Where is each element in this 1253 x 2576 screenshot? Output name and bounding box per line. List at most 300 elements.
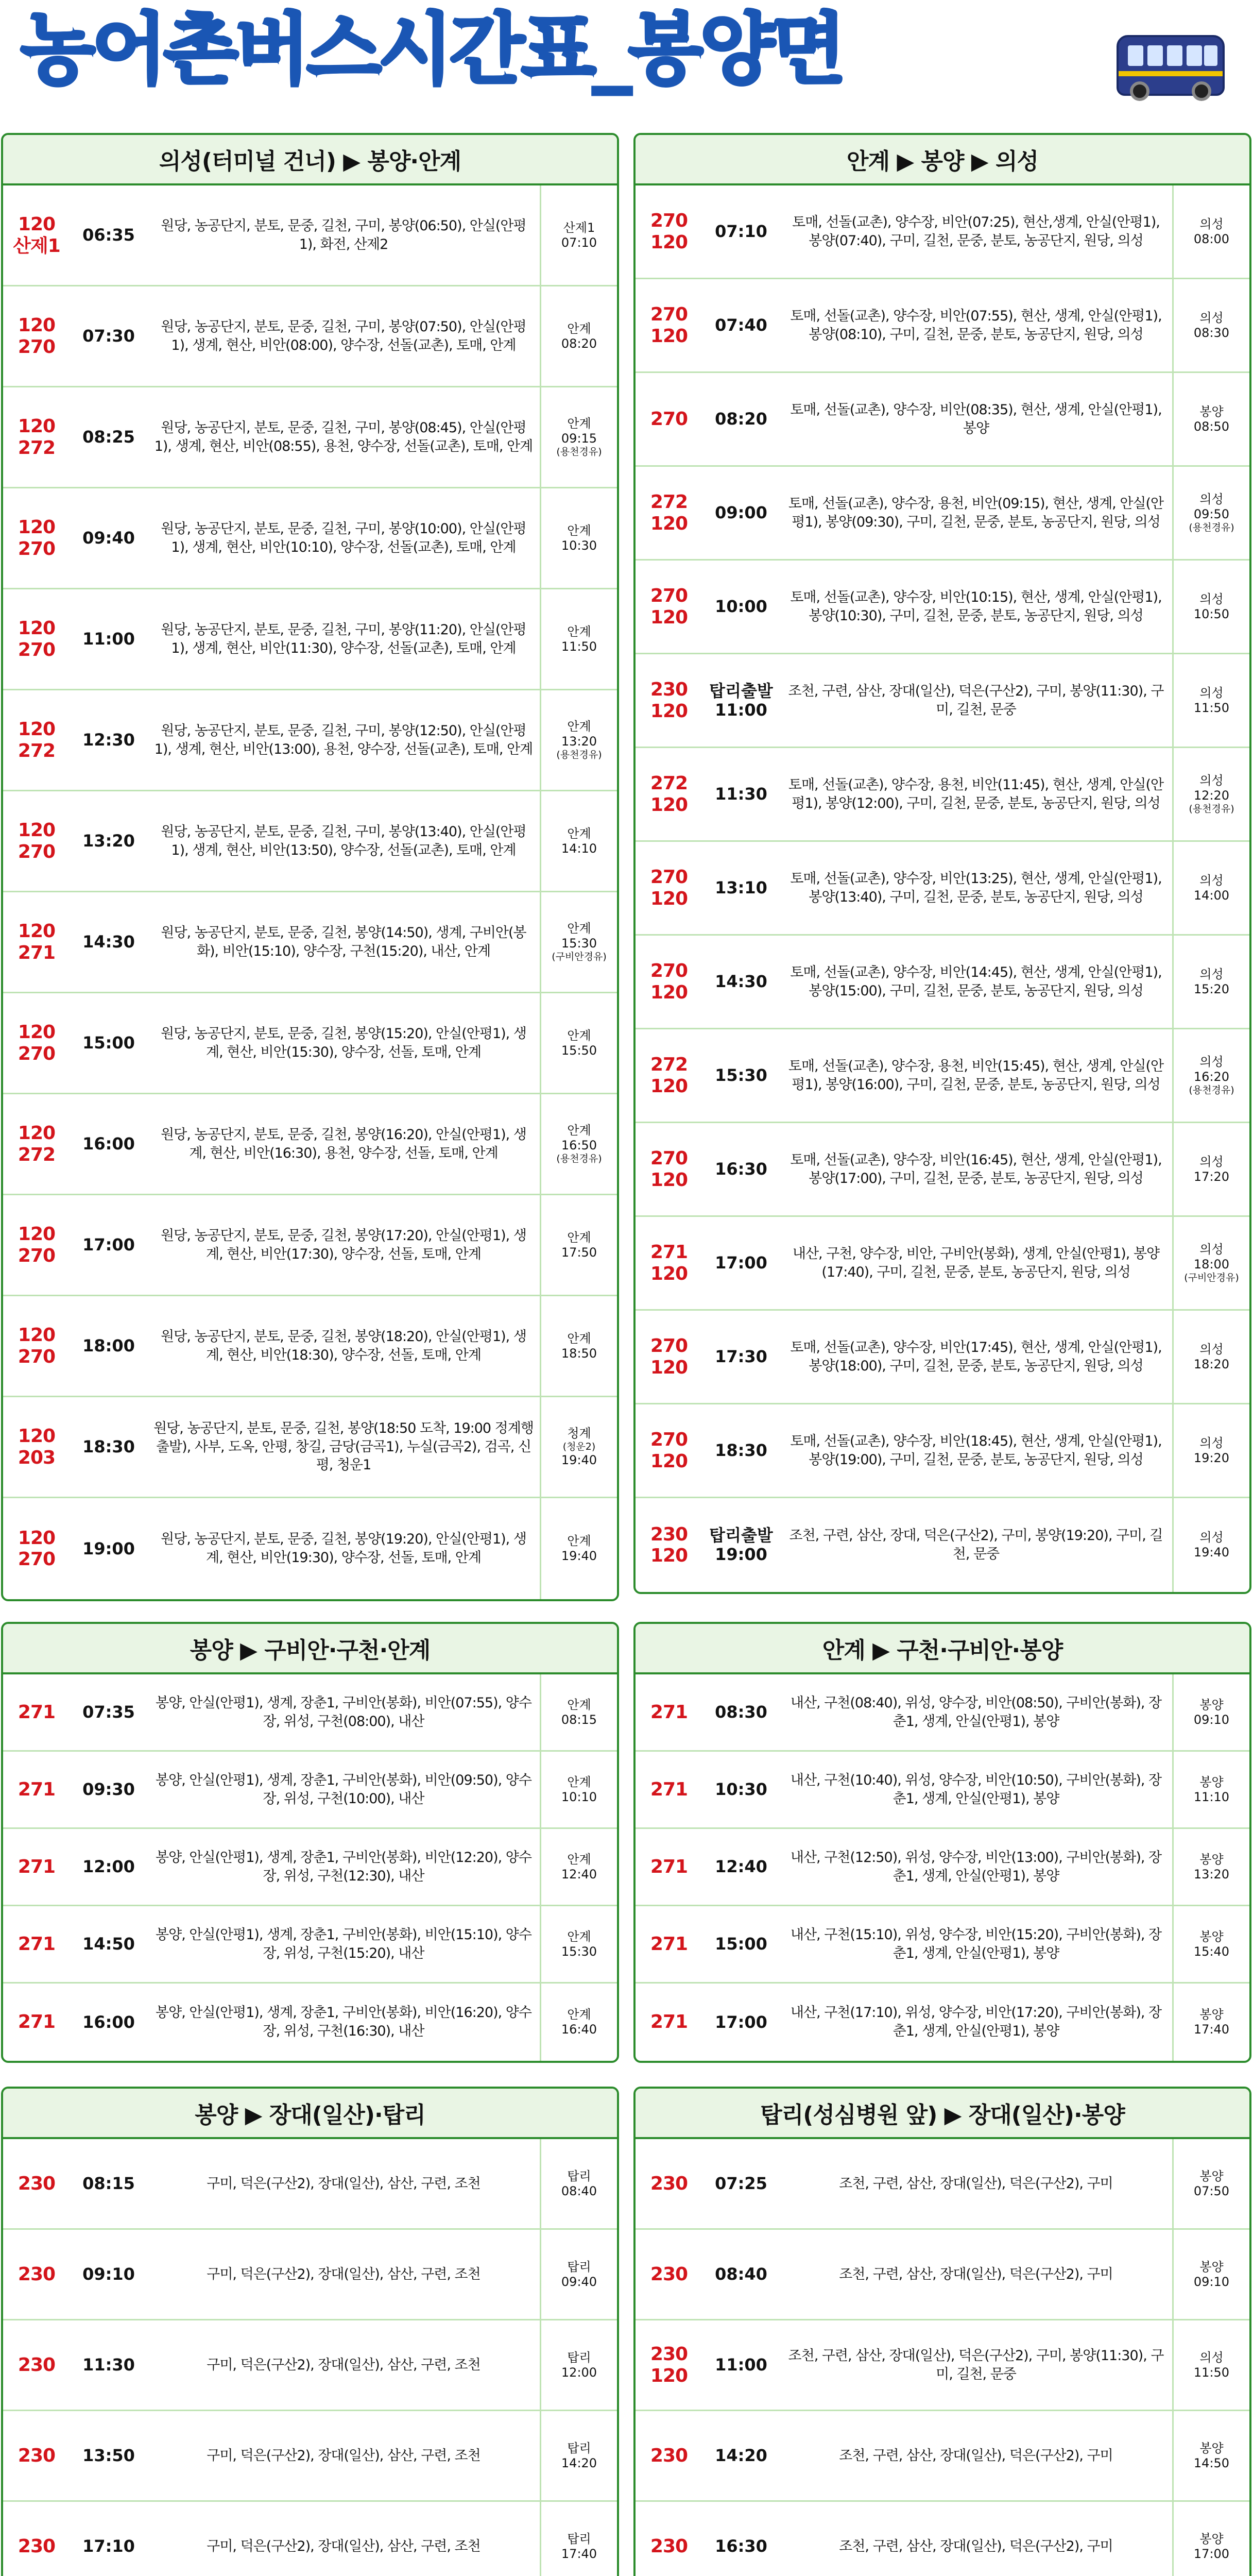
bus-number-line: 120: [650, 325, 688, 347]
arrival-destination: [1172, 936, 1249, 1028]
timetable-row: [3, 286, 617, 387]
arrival-destination-line: 안계: [567, 1774, 591, 1789]
bus-number-line: 271: [18, 1856, 56, 1877]
bus-number: [3, 1123, 70, 1165]
bus-number: [3, 2173, 70, 2194]
bus-number: [3, 2445, 70, 2466]
route-stops: 원당, 농공단지, 분토, 문중, 길천, 구미, 봉양(11:20), 안실(안평1), 생계, 현산, 비안(11:30), 양수장, 선돌(교촌), 토매, 안계: [161, 621, 526, 656]
departure-time: [70, 226, 147, 245]
bus-number-line: 270: [650, 408, 688, 430]
departure-time-line: 16:30: [715, 1159, 767, 1179]
departure-time-line: 07:25: [715, 2174, 767, 2194]
arrival-destination-line: 안계: [567, 1028, 591, 1043]
route-stops: 토매, 선돌(교촌), 양수장, 비안(07:25), 현산,생계, 안실(안평1), 봉양(07:40), 구미, 길천, 문중, 분토, 농공단지, 원당, 의성: [792, 214, 1160, 249]
timetable-row: [3, 387, 617, 488]
arrival-destination-line: 탑리: [567, 2350, 591, 2365]
arrival-destination-line: 의성: [1199, 591, 1224, 606]
bus-number: [3, 214, 70, 257]
departure-time: [702, 2174, 780, 2193]
bus-number: [3, 1934, 70, 1955]
bus-number-line: 230: [650, 1523, 688, 1545]
departure-time-line: 17:00: [715, 1253, 767, 1273]
route-stops: 구미, 덕은(구산2), 장대(일산), 삼산, 구련, 조천: [207, 2357, 480, 2373]
departure-time: [702, 1066, 780, 1085]
departure-time: [70, 1437, 147, 1456]
arrival-destination: [1172, 467, 1249, 559]
bus-number-line: 230: [650, 679, 688, 701]
arrival-destination-line: 14:50: [1193, 2455, 1230, 2470]
departure-time: [70, 731, 147, 750]
departure-time-line: 15:00: [82, 1033, 135, 1053]
bus-number-line: 230: [650, 2344, 688, 2365]
departure-time-line: 12:30: [82, 730, 135, 750]
timetable-row: [3, 791, 617, 892]
arrival-destination-line: 봉양: [1199, 1697, 1224, 1712]
bus-number-line: 203: [18, 1447, 56, 1468]
departure-time: [702, 785, 780, 804]
arrival-destination-line: 14:20: [561, 2455, 597, 2470]
departure-time: [70, 1539, 147, 1558]
arrival-destination: [1172, 1123, 1249, 1215]
departure-time-line: 09:40: [82, 528, 135, 548]
bus-number-line: 120: [650, 513, 688, 534]
route-stops: 구미, 덕은(구산2), 장대(일산), 삼산, 구련, 조천: [207, 2447, 480, 2464]
arrival-destination-line: 안계: [567, 1852, 591, 1867]
arrival-destination: [1172, 748, 1249, 840]
route-stops: 내산, 구천(08:40), 위성, 양수장, 비안(08:50), 구비안(봉화), 장춘1, 생계, 안실(안평1), 봉양: [790, 1694, 1162, 1730]
departure-time-line: 07:30: [82, 326, 135, 346]
arrival-destination-line: 18:20: [1193, 1357, 1230, 1371]
bus-number: [636, 2011, 702, 2032]
bus-number-line: 270: [650, 1335, 688, 1357]
timetable-row: [3, 993, 617, 1094]
departure-time: [70, 2174, 147, 2193]
bus-number: [3, 921, 70, 963]
arrival-destination: [540, 1752, 617, 1827]
timetable-row: [3, 1498, 617, 1599]
arrival-destination-line: 봉양: [1199, 404, 1224, 419]
departure-time-line: 18:00: [82, 1336, 135, 1356]
bus-number-line: 230: [18, 2263, 56, 2285]
departure-time-line: 07:40: [715, 315, 767, 335]
arrival-destination: [1172, 1829, 1249, 1905]
arrival-destination: [540, 488, 617, 588]
arrival-destination-line: 13:20: [1193, 1867, 1230, 1882]
arrival-destination-line: 의성: [1199, 873, 1224, 888]
bus-number: [3, 517, 70, 560]
bus-number-line: 272: [650, 492, 688, 513]
section-title: 안계 ▶ 봉양 ▶ 의성: [636, 135, 1249, 185]
arrival-destination: [1172, 654, 1249, 747]
timetable-row: [636, 2502, 1249, 2576]
departure-time: [702, 2446, 780, 2465]
arrival-destination-line: 10:50: [1193, 606, 1230, 621]
timetable-row: [3, 2411, 617, 2502]
arrival-destination-line: 11:50: [1193, 700, 1230, 715]
bus-number-line: 120: [18, 1022, 56, 1043]
arrival-destination-line: 안계: [567, 1331, 591, 1346]
bus-number-line: 270: [650, 210, 688, 232]
timetable-row: [3, 1195, 617, 1296]
bus-number-line: 271: [18, 2011, 56, 2033]
departure-time-line: 탑리출발: [709, 681, 773, 701]
bus-number-line: 230: [650, 2263, 688, 2285]
bus-number-line: 120: [650, 1075, 688, 1097]
arrival-destination-line: 09:50: [1193, 507, 1230, 522]
timetable-row: [636, 185, 1249, 279]
timetable-row: [3, 1984, 617, 2061]
bus-number-line: 120: [18, 1527, 56, 1549]
route-stops: 원당, 농공단지, 분토, 문중, 길천, 구미, 봉양(06:50), 안실(안평1), 화전, 산제2: [161, 217, 526, 252]
arrival-destination-line: 의성: [1199, 1342, 1224, 1357]
arrival-destination-line: 15:50: [561, 1043, 597, 1058]
timetable-row: [3, 589, 617, 690]
departure-time: [70, 1857, 147, 1876]
departure-time-line: 12:40: [715, 1857, 767, 1877]
arrival-destination-line: 18:50: [561, 1346, 597, 1361]
page-header: [0, 0, 1253, 124]
arrival-destination-line: 의성: [1199, 2350, 1224, 2365]
arrival-destination-line: 의성: [1199, 310, 1224, 325]
arrival-destination: [1172, 2502, 1249, 2576]
timetable-row: [636, 1984, 1249, 2061]
route-stops: 토매, 선돌(교촌), 양수장, 비안(08:35), 현산, 생계, 안실(안평1), 봉양: [790, 401, 1162, 436]
bus-number-line: 270: [650, 585, 688, 607]
section-title: 의성(터미널 건너) ▶ 봉양·안계: [3, 135, 617, 185]
arrival-destination-line: 14:00: [1193, 888, 1230, 903]
bus-number-line: 230: [650, 2445, 688, 2466]
arrival-destination-line: 19:20: [1193, 1450, 1230, 1465]
timetable-row: [3, 892, 617, 993]
route-stops: 토매, 선돌(교촌), 양수장, 비안(07:55), 현산, 생계, 안실(안평1), 봉양(08:10), 구미, 길천, 문중, 분토, 농공단지, 원당, 의성: [790, 308, 1162, 343]
bus-number: [3, 2536, 70, 2557]
bus-number-line: 120: [650, 1545, 688, 1566]
arrival-destination-line: 안계: [567, 921, 591, 936]
arrival-destination-line: 15:40: [1193, 1944, 1230, 1959]
departure-time-line: 14:50: [82, 1934, 135, 1954]
bus-number-line: 272: [18, 437, 56, 459]
bus-number-line: 270: [18, 336, 56, 358]
route-stops: 원당, 농공단지, 분토, 문중, 길천, 구미, 봉양(07:50), 안실(안평1), 생계, 현산, 비안(08:00), 양수장, 선돌(교촌), 토매, 안계: [161, 318, 526, 353]
departure-time-line: 08:40: [715, 2264, 767, 2284]
arrival-destination-line: 탑리: [567, 2441, 591, 2455]
bus-number: [3, 719, 70, 761]
arrival-destination-line: 17:50: [561, 1245, 597, 1260]
bus-number-line: 271: [650, 2011, 688, 2033]
bus-number: [3, 1224, 70, 1266]
bus-number: [636, 1429, 702, 1472]
departure-time-line: 11:00: [715, 2355, 767, 2375]
bus-number-line: 120: [650, 1357, 688, 1378]
departure-time-line: 13:50: [82, 2446, 135, 2466]
departure-time: [702, 682, 780, 720]
departure-time-line: 15:30: [715, 1065, 767, 1086]
arrival-destination: [540, 589, 617, 689]
arrival-destination: [1172, 1404, 1249, 1497]
arrival-destination: [1172, 1906, 1249, 1982]
route-stops: 봉양, 안실(안평1), 생계, 장춘1, 구비안(봉화), 비안(07:55), 양수장, 위성, 구천(08:00), 내산: [156, 1694, 531, 1730]
route-stops: 토매, 선돌(교촌), 양수장, 비안(17:45), 현산, 생계, 안실(안평1), 봉양(18:00), 구미, 길천, 문중, 분토, 농공단지, 원당, 의성: [790, 1339, 1162, 1374]
arrival-destination-line: 09:40: [561, 2274, 597, 2289]
route-stops: 내산, 구천(15:10), 위성, 양수장, 비안(15:20), 구비안(봉화), 장춘1, 생계, 안실(안평1), 봉양: [790, 1926, 1162, 1961]
bus-number: [3, 1022, 70, 1064]
timetable-row: [3, 488, 617, 589]
timetable-row: [636, 1829, 1249, 1906]
route-stops: 내산, 구천(17:10), 위성, 양수장, 비안(17:20), 구비안(봉화), 장춘1, 생계, 안실(안평1), 봉양: [790, 2005, 1162, 2039]
bus-number-line: 271: [650, 1242, 688, 1263]
arrival-destination: [1172, 185, 1249, 278]
arrival-destination: [540, 1498, 617, 1599]
bus-number-line: 120: [650, 606, 688, 628]
departure-time-line: 08:30: [715, 1702, 767, 1722]
bus-number-line: 271: [18, 1701, 56, 1723]
bus-number-line: 270: [18, 1245, 56, 1266]
arrival-destination-line: 의성: [1199, 1435, 1224, 1450]
departure-time: [70, 832, 147, 851]
arrival-destination-line: 의성: [1199, 492, 1224, 507]
arrival-destination-line: (청운2): [562, 1441, 596, 1453]
arrival-destination-line: 10:30: [561, 538, 597, 553]
departure-time: [702, 2355, 780, 2375]
bus-number: [636, 1702, 702, 1723]
bus-number-line: 271: [18, 1778, 56, 1800]
arrival-destination-line: 안계: [567, 2007, 591, 2022]
arrival-destination-line: 11:50: [561, 639, 597, 654]
bus-number: [636, 2445, 702, 2466]
departure-time-line: 15:00: [715, 1934, 767, 1954]
section-title: 탑리(성심병원 앞) ▶ 장대(일산)·봉양: [636, 2089, 1249, 2139]
route-stops: 내산, 구천(10:40), 위성, 양수장, 비안(10:50), 구비안(봉화), 장춘1, 생계, 안실(안평1), 봉양: [790, 1772, 1162, 1807]
departure-time: [70, 2265, 147, 2284]
bus-number: [3, 1325, 70, 1367]
route-stops: 구미, 덕은(구산2), 장대(일산), 삼산, 구련, 조천: [207, 2538, 480, 2554]
departure-time: [70, 2537, 147, 2556]
bus-number: [636, 1934, 702, 1955]
arrival-destination-line: 안계: [567, 1230, 591, 1245]
route-stops: 봉양, 안실(안평1), 생계, 장춘1, 구비안(봉화), 비안(15:10), 양수장, 위성, 구천(15:20), 내산: [156, 1926, 531, 1961]
timetable-row: [636, 561, 1249, 654]
bus-number-line: 120: [18, 618, 56, 639]
arrival-destination: [540, 1674, 617, 1750]
arrival-destination-line: 09:10: [1193, 1712, 1230, 1727]
bus-number: [636, 409, 702, 430]
route-stops: 조천, 구련, 삼산, 장대(일산), 덕은(구산2), 구미: [839, 2266, 1113, 2282]
arrival-destination: [1172, 842, 1249, 934]
route-stops: 원당, 농공단지, 분토, 문중, 길천, 봉양(14:50), 생계, 구비안(봉화), 비안(15:10), 양수장, 구천(15:20), 내산, 안계: [161, 924, 526, 959]
route-stops: 원당, 농공단지, 분토, 문중, 길천, 구미, 봉양(13:40), 안실(안평1), 생계, 현산, 비안(13:50), 양수장, 선돌(교촌), 토매, 안계: [161, 823, 526, 858]
arrival-destination: [540, 1296, 617, 1396]
section-angye-to-gucheon-bongyang: [633, 1622, 1251, 2063]
departure-time: [70, 428, 147, 447]
timetable-row: [636, 748, 1249, 842]
arrival-destination-line: 안계: [567, 1534, 591, 1549]
departure-time: [702, 1526, 780, 1564]
route-stops: 토매, 선돌(교촌), 양수장, 비안(13:25), 현산, 생계, 안실(안평1), 봉양(13:40), 구미, 길천, 문중, 분토, 농공단지, 원당, 의성: [790, 870, 1162, 905]
section-bongyang-to-tapri: [1, 2087, 619, 2576]
departure-time-line: 11:30: [82, 2355, 135, 2375]
timetable-row: [636, 842, 1249, 936]
arrival-destination-line: 19:40: [561, 1549, 597, 1563]
timetable-row: [3, 1397, 617, 1498]
route-stops: 원당, 농공단지, 분토, 문중, 길천, 봉양(19:20), 안실(안평1), 생계, 현산, 비안(19:30), 양수장, 선돌, 토매, 안계: [161, 1531, 526, 1566]
arrival-destination-line: 의성: [1199, 1242, 1224, 1257]
bus-number: [636, 2536, 702, 2557]
bus-number-line: 272: [18, 1144, 56, 1165]
route-stops: 봉양, 안실(안평1), 생계, 장춘1, 구비안(봉화), 비안(16:20), 양수장, 위성, 구천(16:30), 내산: [156, 2005, 531, 2039]
timetable-row: [3, 690, 617, 791]
departure-time-line: 13:20: [82, 831, 135, 851]
arrival-destination: [1172, 1752, 1249, 1827]
bus-number: [3, 2264, 70, 2285]
arrival-destination-line: 11:10: [1193, 1789, 1230, 1804]
section-title: 봉양 ▶ 구비안·구천·안계: [3, 1624, 617, 1674]
departure-time: [70, 1703, 147, 1722]
departure-time: [702, 2013, 780, 2032]
arrival-destination-line: 12:20: [1193, 788, 1230, 803]
arrival-destination-line: 11:50: [1193, 2365, 1230, 2380]
timetable-row: [3, 1296, 617, 1397]
timetable-row: [636, 1029, 1249, 1123]
bus-number-line: 230: [650, 2535, 688, 2557]
arrival-destination-line: 봉양: [1199, 2531, 1224, 2546]
bus-number-line: 120: [18, 719, 56, 740]
bus-number-line: 270: [18, 538, 56, 560]
departure-time: [70, 2013, 147, 2032]
departure-time-line: 16:30: [715, 2536, 767, 2556]
bus-number-line: 230: [650, 2173, 688, 2194]
page-title: 농어촌버스시간표_봉양면: [21, 5, 843, 95]
route-stops: 조천, 구련, 삼산, 장대, 덕은(구산2), 구미, 봉양(19:20), 구미, 길천, 문중: [789, 1528, 1163, 1562]
arrival-destination-line: 안계: [567, 1929, 591, 1944]
departure-time-line: 09:00: [715, 503, 767, 523]
bus-number-line: 120: [18, 315, 56, 336]
departure-time-line: 09:10: [82, 2264, 135, 2284]
departure-time-line: 18:30: [715, 1440, 767, 1461]
timetable-row: [3, 185, 617, 286]
bus-number-line: 120: [650, 2365, 688, 2386]
arrival-destination: [1172, 2320, 1249, 2410]
bus-number: [3, 2011, 70, 2032]
arrival-destination-line: 탑리: [567, 2531, 591, 2546]
departure-time-line: 19:00: [82, 1538, 135, 1558]
timetable-row: [636, 2411, 1249, 2502]
arrival-destination: [1172, 2139, 1249, 2228]
bus-number-line: 120: [18, 820, 56, 841]
departure-time-line: 08:25: [82, 427, 135, 447]
arrival-destination-line: 14:10: [561, 841, 597, 856]
route-stops: 내산, 구천(12:50), 위성, 양수장, 비안(13:00), 구비안(봉화), 장춘1, 생계, 안실(안평1), 봉양: [790, 1849, 1162, 1884]
departure-time-line: 08:15: [82, 2174, 135, 2194]
arrival-destination-line: 의성: [1199, 773, 1224, 788]
arrival-destination: [540, 2230, 617, 2319]
route-stops: 토매, 선돌(교촌), 양수장, 용천, 비안(11:45), 현산, 생계, 안실(안평1), 봉양(12:00), 구미, 길천, 문중, 분토, 농공단지, 원당, 의성: [788, 776, 1164, 811]
bus-number-line: 120: [18, 1426, 56, 1447]
timetable-row: [3, 1094, 617, 1195]
arrival-destination-line: 08:30: [1193, 325, 1230, 340]
arrival-destination: [1172, 1217, 1249, 1309]
arrival-destination: [540, 1984, 617, 2061]
arrival-destination-line: 19:40: [561, 1452, 597, 1467]
timetable-row: [3, 2230, 617, 2320]
timetable-row: [636, 1674, 1249, 1752]
timetable-row: [636, 1217, 1249, 1311]
route-stops: 원당, 농공단지, 분토, 문중, 길천, 구미, 봉양(08:45), 안실(안평1), 생계, 현산, 비안(08:55), 용천, 양수장, 선돌(교촌), 토매, 안계: [154, 419, 533, 454]
route-stops: 구미, 덕은(구산2), 장대(일산), 삼산, 구련, 조천: [207, 2175, 480, 2192]
departure-time-line: 11:00: [715, 700, 767, 720]
departure-time-line: 10:00: [715, 597, 767, 617]
arrival-destination: [540, 2502, 617, 2576]
arrival-destination-line: 19:40: [1193, 1545, 1230, 1560]
departure-time: [702, 1857, 780, 1876]
bus-number-line: 230: [18, 2535, 56, 2557]
timetable-row: [3, 2320, 617, 2411]
timetable-row: [636, 654, 1249, 748]
departure-time: [702, 2537, 780, 2556]
arrival-destination: [1172, 1984, 1249, 2061]
bus-number: [636, 1335, 702, 1378]
arrival-destination-line: 안계: [567, 826, 591, 841]
timetable-row: [3, 1752, 617, 1829]
bus-number: [3, 1528, 70, 1570]
bus-number: [3, 1426, 70, 1468]
bus-number-line: 270: [18, 1549, 56, 1570]
route-stops: 원당, 농공단지, 분토, 문중, 길천, 봉양(18:50 도착, 19:00 정계행 출발), 사부, 도옥, 안평, 창길, 금당(금곡1), 누실(금곡2), 검곡, 신평, 청운1: [153, 1420, 534, 1473]
arrival-destination-line: 08:40: [561, 2183, 597, 2198]
bus-number-line: 270: [18, 1043, 56, 1064]
arrival-destination-line: 봉양: [1199, 2168, 1224, 2183]
timetable-row: [636, 373, 1249, 467]
arrival-destination-line: 08:50: [1193, 419, 1230, 434]
bus-number-line: 120: [650, 231, 688, 253]
bus-number-line: 270: [650, 960, 688, 982]
arrival-destination: [540, 2320, 617, 2410]
route-stops: 원당, 농공단지, 분토, 문중, 길천, 구미, 봉양(12:50), 안실(안평1), 생계, 현산, 비안(13:00), 용천, 양수장, 선돌(교촌), 토매, 안계: [154, 722, 533, 757]
route-stops: 원당, 농공단지, 분토, 문중, 길천, 구미, 봉양(10:00), 안실(안평1), 생계, 현산, 비안(10:10), 양수장, 선돌(교촌), 토매, 안계: [161, 520, 526, 555]
route-stops: 조천, 구련, 삼산, 장대(일산), 덕은(구산2), 구미, 봉양(11:30), 구미, 길천, 문중: [788, 683, 1164, 718]
departure-time-line: 17:00: [82, 1235, 135, 1255]
bus-number-line: 120: [650, 794, 688, 816]
route-stops: 원당, 농공단지, 분토, 문중, 길천, 봉양(18:20), 안실(안평1), 생계, 현산, 비안(18:30), 양수장, 선돌, 토매, 안계: [161, 1328, 526, 1363]
arrival-destination: [540, 1906, 617, 1982]
arrival-destination: [540, 185, 617, 285]
arrival-destination: [1172, 373, 1249, 465]
arrival-destination-line: (용천경유): [1189, 803, 1234, 815]
bus-number-line: 270: [650, 867, 688, 888]
route-stops: 토매, 선돌(교촌), 양수장, 비안(16:45), 현산, 생계, 안실(안평1), 봉양(17:00), 구미, 길천, 문중, 분토, 농공단지, 원당, 의성: [790, 1151, 1162, 1187]
arrival-destination-line: (용천경유): [556, 446, 602, 457]
timetable-row: [3, 1829, 617, 1906]
departure-time: [702, 316, 780, 335]
departure-time: [702, 410, 780, 429]
bus-number: [636, 492, 702, 534]
arrival-destination-line: 15:30: [561, 936, 597, 951]
bus-number-line: 270: [18, 639, 56, 660]
departure-time: [70, 933, 147, 952]
bus-number-line: 120: [650, 1450, 688, 1472]
departure-time-line: 19:00: [715, 1545, 767, 1564]
arrival-destination: [1172, 1311, 1249, 1403]
arrival-destination: [1172, 2230, 1249, 2319]
arrival-destination: [1172, 1674, 1249, 1750]
arrival-destination-line: 17:40: [1193, 2022, 1230, 2037]
departure-time-line: 07:35: [82, 1702, 135, 1722]
route-stops: 원당, 농공단지, 분토, 문중, 길천, 봉양(16:20), 안실(안평1), 생계, 현산, 비안(16:30), 용천, 양수장, 선돌, 토매, 안계: [161, 1126, 526, 1161]
arrival-destination-line: 청계: [567, 1426, 591, 1441]
timetable-row: [636, 467, 1249, 561]
departure-time-line: 12:00: [82, 1857, 135, 1877]
arrival-destination: [1172, 1029, 1249, 1122]
departure-time-line: 17:30: [715, 1347, 767, 1367]
